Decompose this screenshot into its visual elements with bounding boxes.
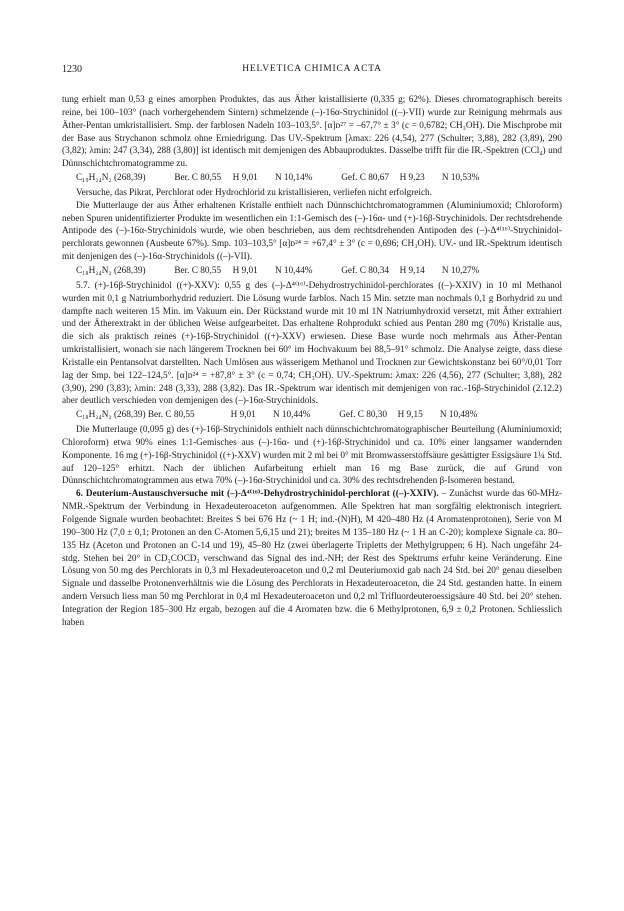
analysis-found-c: Gef. C 80,34	[341, 265, 390, 276]
analysis-calc-n: N 10,44%	[274, 265, 313, 276]
analysis-found-c: Gef. C 80,30	[339, 410, 388, 421]
paragraph: tung erhielt man 0,53 g eines amorphen Produktes, das aus Äther kristallisierte (0,335 g; 62%). Dieses chromatographisch bereits reine, bei 100–103° (nach vorhergehendem Sintern) schmelzende (–)-16α-Strychinidol ((–)-VII) wurde zur Reinigung mehrmals aus Äther-Pentan umkristallisiert. Smp. der farblosen Nadeln 103–103,5°. [α]ᴅ²⁷ = –67,7° ± 3° (c = 0,6782; CH₃OH). Die Mischprobe mit der Base aus Strychanon schmolz ohne Erniedrigung. Das UV.-Spektrum [λmax: 226 (4,54), 277 (Schulter; 3,88), 282 (3,89), 290 (3,82); λmin: 247 (3,34), 288 (3,80)] ist identisch mit demjenigen des Abbauproduktes. Dasselbe trifft für die IR.-Spektren (CCl₄) und Dünnschichtchromatogramme zu.	[62, 95, 562, 170]
elemental-analysis	[76, 172, 562, 185]
analysis-formula: C₁₈H₂₄N₂ (268,39)	[76, 265, 146, 276]
analysis-calc-c: Ber. C 80,55	[174, 265, 222, 276]
paragraph: Die Mutterlauge (0,095 g) des (+)-16β-Strychinidols enthielt nach dünnschichtchromatographischer Beurteilung (Aluminiumoxid; Chloroform) etwa 90% eines 1:1-Gemisches aus (–)-16α- und (+)-16β-Strychinidol und ca. 10% einer langsamer wandernden Komponente. 16 mg (+)-16β-Strychinidol ((+)-XXV) wurden mit 2 ml bei 0° mit Bromwasserstoffsäure gesättigter Essigsäure 1¼ Std. auf 120–125° erhitzt. Nach der üblichen Aufarbeitung erhielt man 16 mg Base zurück, die auf Grund von Dünnschichtchromatogrammen aus etwa 70% (–)-16α-Strychinidol und ca. 30% des rechtsdrehenden β-Isomeren bestand.	[62, 425, 562, 487]
analysis-calc-h: H 9,01	[230, 410, 256, 421]
paragraph: 5.7. (+)-16β-Strychinidol ((+)-XXV): 0,55 g des (–)-Δ⁴⁽¹⁶⁾-Dehydrostrychinidol-perchlorates ((–)-XXIV) in 10 ml Methanol wurden mit 0,1 g Natriumborhydrid reduziert. Die Lösung wurde farblos. Nach 15 Min. setzte man nochmals 0,1 g Borhydrid zu und dampfte nach weiteren 15 Min. im Vakuum ein. Der Rückstand wurde mit 10 ml 1N Natriumhydroxid versetzt, mit Äther extrahiert und der Ätherextrakt in der üblichen Weise aufgearbeitet. Das erhaltene Rohprodukt schied aus Pentan 280 mg (70%) Kristalle aus, die sich als praktisch reines (+)-16β-Strychinidol ((+)-XXV) erwiesen. Diese Base wurde noch mehrmals aus Äther-Pentan umkristallisiert, wonach sie nach längerem Trocknen bei 60° im Hochvakuum bei 88,5–91° schmolz. Die Analyse zeigte, dass diese Kristalle ein Pentansolvat darstellten. Nach Umlösen aus wässerigem Methanol und Trocknen zur Gewichtskonstanz bei 60°/0,01 Torr lag der Smp. bei 122–124,5°. [α]ᴅ²⁴ = +87,8° ± 3° (c = 0,74; CH₃OH). UV.-Spektrum: λmax: 226 (4,56), 277 (Schulter; 3,88), 282 (3,90), 290 (3,83); λmin: 248 (3,33), 288 (3,82). Das IR.-Spektrum war identisch mit demjenigen von rac.-16β-Strychinidol (2.12.2) aber deutlich verschieden von demjenigen des (–)-16α-Strychinidols.	[62, 280, 562, 407]
heading-dash: –	[438, 489, 450, 500]
analysis-found-n: N 10,53%	[441, 173, 480, 184]
elemental-analysis	[76, 409, 562, 422]
paragraph: Zunächst wurde das 60-MHz-NMR.-Spektrum der Verbindung in Hexadeuteroaceton aufgenommen. Alle Spektren hat man sorgfältig elektronisch integriert. Folgende Signale wurden beobachtet: Breites S bei 676 Hz (~ 1 H; ind.-(N)H), M 420–480 Hz (4 Aromatenprotonen), Serie von M 190–300 Hz (7,0 ± 0,1; Protonen an den C-Atomen 5,6,15 und 21); breites M 135–180 Hz (~ 1 H an C-20); komplexe Signale ca. 80–135 Hz (Aceton und Protonen an C-14 und 19), 45–80 Hz (zwei überlagerte Tripletts der Methylgruppen; 6 H). Nach ungefähr 24-stdg. Stehen bei 20° in CD₃COCD₃ verschwand das Signal des ind.-NH; der Rest des Spektrums erfuhr keine Veränderung. Eine Lösung von 50 mg des Perchlorats in 0,3 ml Hexadeuteroaceton und 0,2 ml Deuteriumoxid gab nach 24 Std. bei 20° genau dieselben Signale und dasselbe Protonenverhältnis wie die Lösung des Perchlorats in Hexadeuteroaceton, die 24 Std. gestanden hatte. In einem andern Versuch liess man 50 mg Perchlorat in 0,4 ml Hexadeuteroaceton und 0,2 ml Trifluordeuteroessigsäure 40 Std. bei 20° stehen. Integration der Region 185–300 Hz ergab, bezogen auf die 4 Aromaten bzw. die 6 Methylprotonen, 6,9 ± 0,2 Protonen. Schliesslich haben	[62, 489, 563, 628]
analysis-found-c: Gef. C 80,67	[341, 173, 390, 184]
analysis-calc-n: N 10,14%	[274, 173, 313, 184]
body-text	[62, 94, 562, 630]
page-header	[62, 64, 562, 78]
analysis-formula: C₁₈H₂₄N₂ (268,39) Ber. C 80,55	[76, 410, 195, 421]
paragraph: Versuche, das Pikrat, Perchlorat oder Hydrochlorid zu kristallisieren, verliefen nicht erfolgreich.	[76, 187, 432, 198]
analysis-found-h: H 9,23	[399, 173, 425, 184]
page-number: 1230	[62, 64, 82, 75]
analysis-found-n: N 10,48%	[439, 410, 478, 421]
analysis-calc-c: Ber. C 80,55	[174, 173, 222, 184]
analysis-calc-h: H 9,01	[232, 173, 258, 184]
analysis-found-h: H 9,15	[397, 410, 423, 421]
analysis-found-n: N 10,27%	[441, 265, 480, 276]
journal-title: HELVETICA CHIMICA ACTA	[242, 64, 382, 74]
analysis-formula: C₁₉H₂₄N₂ (268,39)	[76, 173, 146, 184]
analysis-found-h: H 9,14	[399, 265, 425, 276]
analysis-calc-n: N 10,44%	[272, 410, 311, 421]
section-heading: 6. Deuterium-Austauschversuche mit (–)-Δ⁴⁽¹⁶⁾-Dehydrostrychinidol-perchlorat ((–)-XXIV).	[76, 489, 439, 500]
elemental-analysis	[76, 265, 562, 278]
section-paragraph	[62, 488, 562, 629]
paragraph: Die Mutterlauge der aus Äther erhaltenen Kristalle enthielt nach Dünnschichtchromatogrammen (Aluminiumoxid; Chloroform) neben Spuren unidentifizierter Produkte im wesentlichen ein 1:1-Gemisch des (–)-16α- und (+)-16β-Strychinidols. Der rechtsdrehende Antipode des (–)-16α-Strychinidols wurde, wie oben beschrieben, aus dem rechtsdrehenden Antipoden des (–)-Δ⁴⁽¹⁶⁾-Strychinidol-perchlorats gewonnen (Ausbeute 67%). Smp. 103–103,5° [α]ᴅ²⁴ = +67,4° ± 3° (c = 0,696; CH₃OH). UV.- und IR.-Spektrum identisch mit denjenigen des (–)-16α-Strychinidols ((–)-VII).	[62, 200, 562, 263]
analysis-calc-h: H 9,01	[232, 265, 258, 276]
